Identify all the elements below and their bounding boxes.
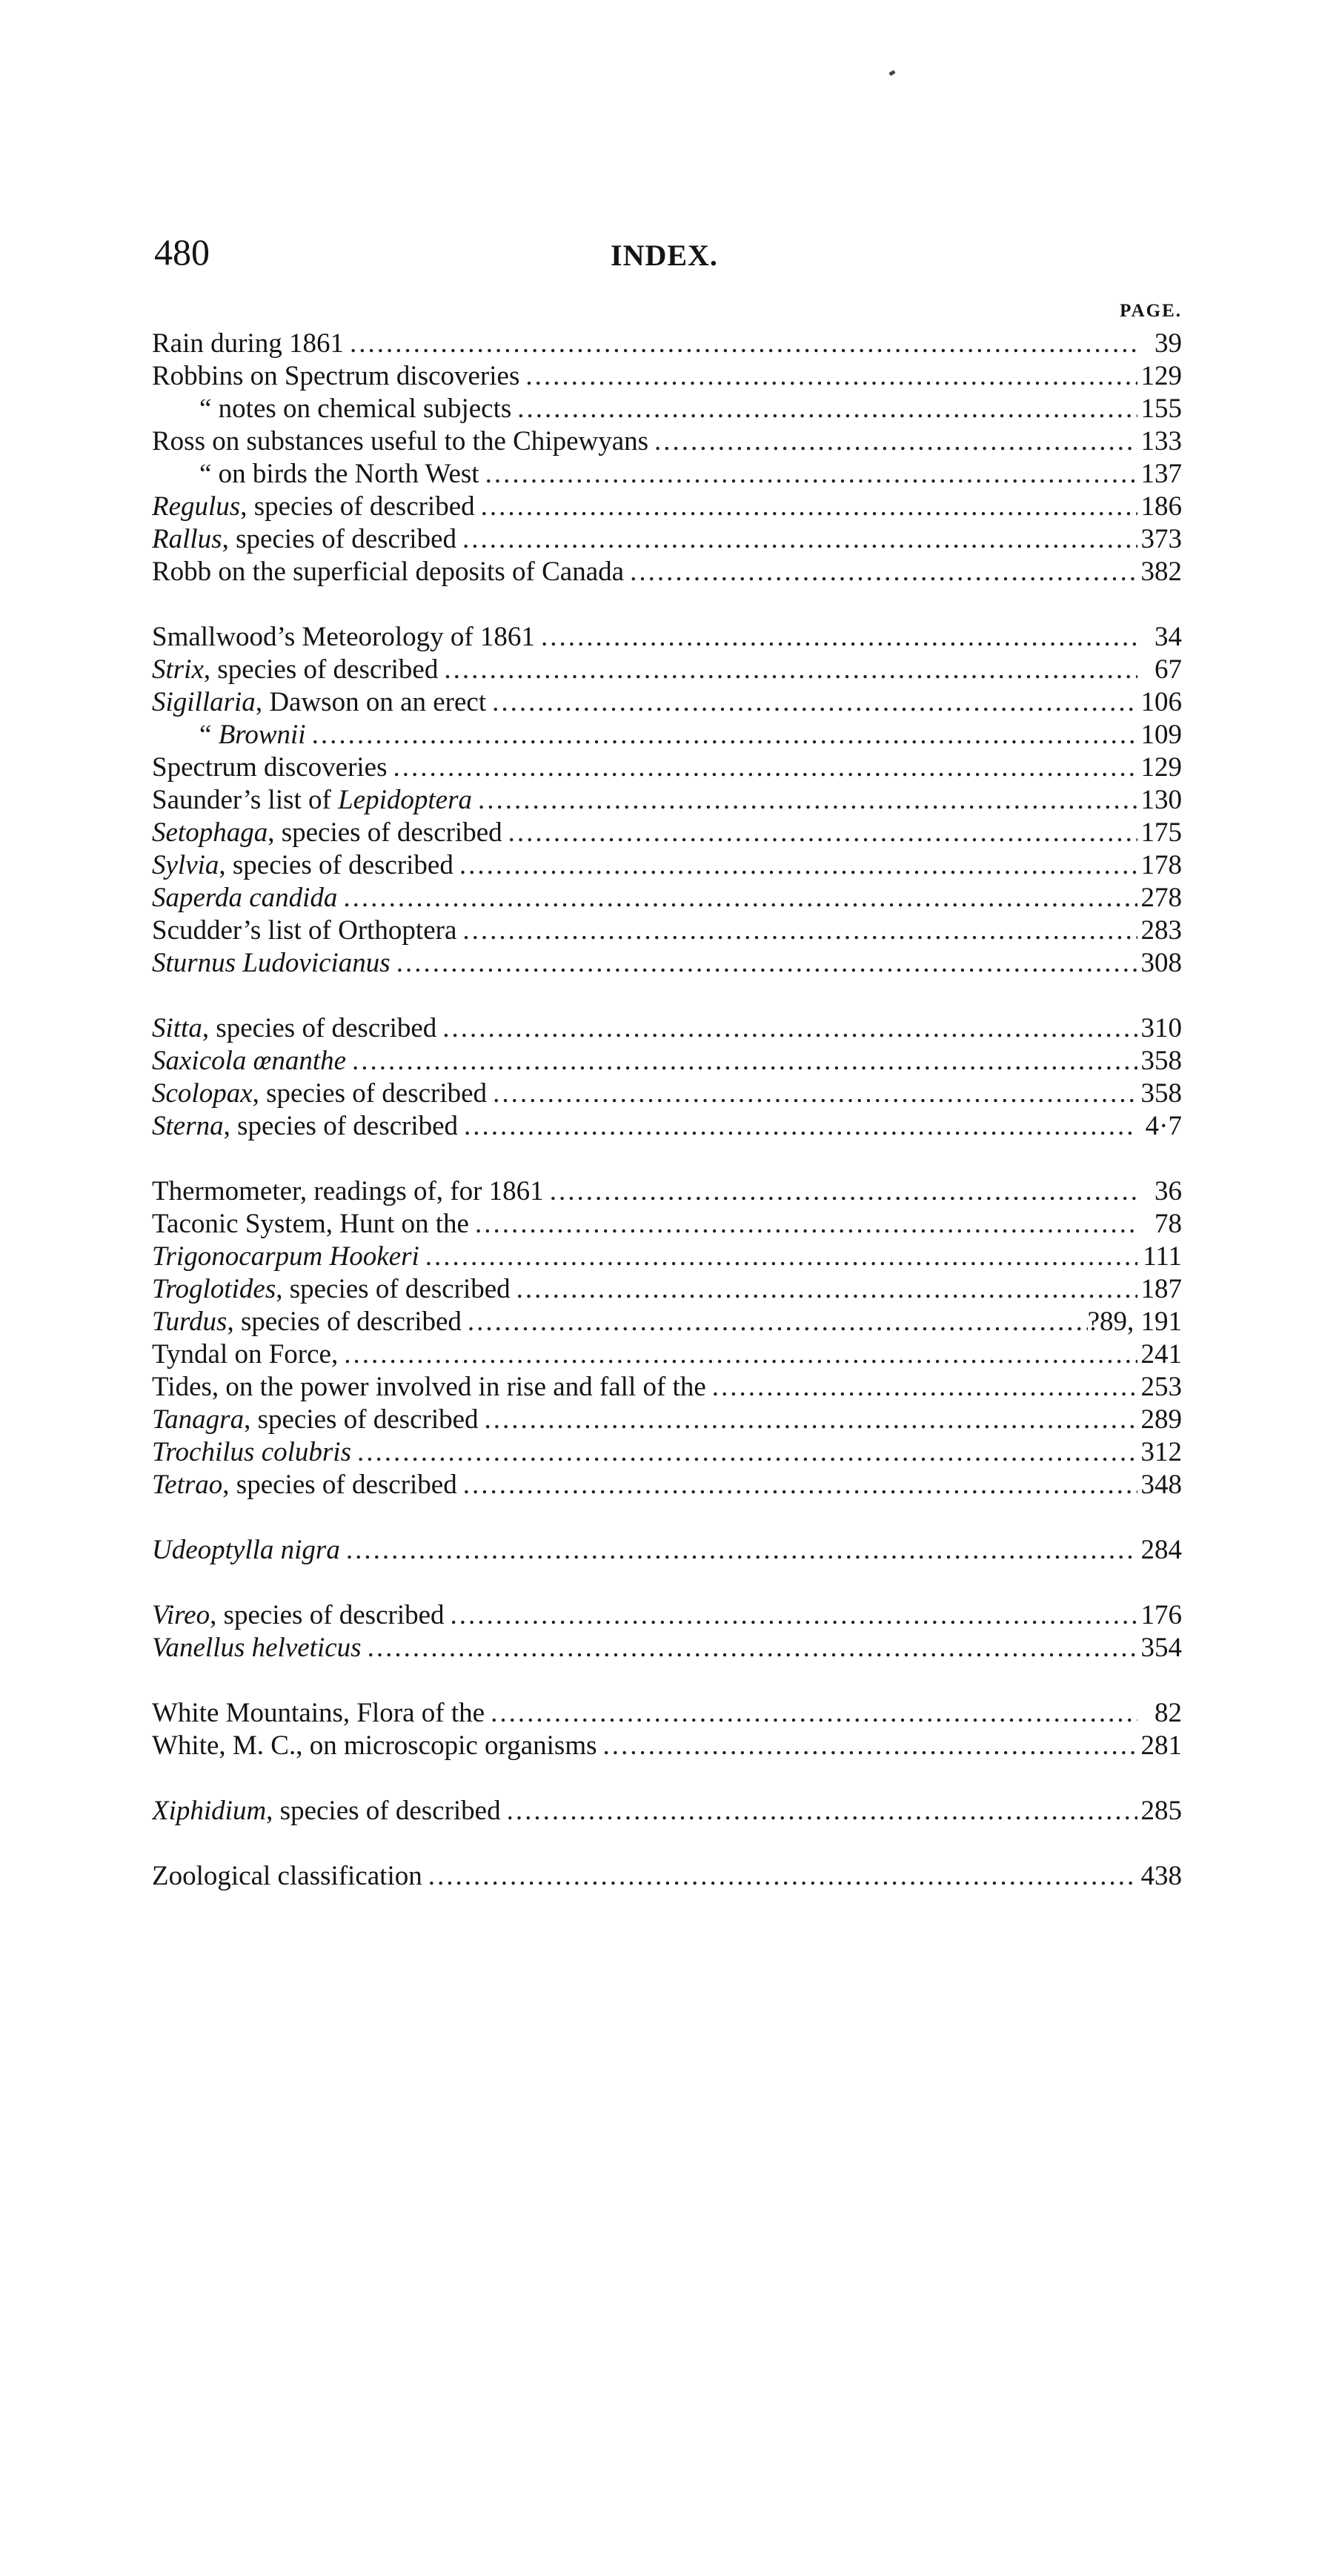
index-entry-text: Saperda candida	[152, 882, 338, 913]
index-entry-text: “	[199, 719, 219, 750]
dot-leader	[597, 1730, 1138, 1762]
index-entry	[152, 392, 1182, 425]
page-title: INDEX.	[611, 239, 718, 272]
index-entry-page: 67	[1154, 654, 1182, 685]
ink-speck	[888, 70, 895, 76]
dot-leader	[535, 621, 1137, 653]
index-entry-page: 178	[1140, 849, 1182, 880]
index-entry-page: 129	[1140, 751, 1182, 783]
index-entry-page: ?89, 191	[1087, 1306, 1182, 1337]
index-entry-label	[152, 1012, 436, 1044]
index-entry	[152, 1599, 1182, 1631]
index-entry-label	[152, 1208, 469, 1240]
index-entry-label	[152, 1338, 338, 1370]
dot-leader	[479, 458, 1137, 490]
index-entry-text: Troglotides	[152, 1273, 276, 1304]
index-entry-page: 285	[1140, 1795, 1182, 1826]
dot-leader	[475, 491, 1137, 522]
index-entry-label	[152, 523, 456, 555]
index-entry	[152, 327, 1182, 359]
index-entry-page: 289	[1140, 1404, 1182, 1435]
index-entry	[152, 1175, 1182, 1207]
index-group	[152, 1599, 1182, 1664]
index-entry	[152, 1403, 1182, 1435]
index-entry-page: 382	[1140, 556, 1182, 587]
index-entry	[152, 1305, 1182, 1338]
index-entry-text: Trochilus colubris	[152, 1436, 351, 1467]
index-entry	[152, 653, 1182, 686]
index-entry-page: 34	[1154, 621, 1182, 652]
dot-leader	[419, 1241, 1137, 1272]
index-entry-text: , species of described	[266, 1795, 501, 1826]
index-entry-text: Sitta	[152, 1012, 202, 1043]
index-entry-text: , species of described	[222, 523, 456, 554]
index-entry-text: Vanellus helveticus	[152, 1632, 362, 1663]
index-entry-page: 111	[1143, 1241, 1182, 1272]
index-entry	[152, 1077, 1182, 1109]
index-group	[152, 1696, 1182, 1762]
index-entry-page: 4·7	[1145, 1110, 1182, 1141]
index-entry-page: 78	[1154, 1208, 1182, 1239]
index-entry-page: 175	[1140, 817, 1182, 848]
index-entry	[152, 1729, 1182, 1762]
index-entry-page: 278	[1140, 882, 1182, 913]
index-entry-text: , Dawson on an erect	[255, 686, 487, 717]
index-entry-text: Scolopax	[152, 1078, 253, 1109]
index-entry-label	[152, 393, 511, 425]
index-entry	[152, 1859, 1182, 1892]
index-entry-label	[152, 1045, 346, 1077]
dot-leader	[436, 1012, 1137, 1044]
index-entry	[152, 620, 1182, 653]
dot-leader	[453, 849, 1137, 881]
index-entry-text: , species of described	[252, 1078, 488, 1109]
index-entry-page: 284	[1140, 1534, 1182, 1565]
index-entry-text: Udeoptylla nigra	[152, 1534, 340, 1565]
index-entry-label	[152, 1241, 419, 1272]
index-entry-text: Strix	[152, 654, 204, 685]
index-entry-text: Regulus	[152, 491, 241, 522]
index-entry-text: Scudder’s list of Orthoptera	[152, 914, 457, 946]
dot-leader	[479, 1404, 1137, 1435]
index-entry-label	[152, 719, 306, 751]
dot-leader	[485, 1697, 1137, 1729]
index-entry	[152, 1207, 1182, 1240]
page-column-label: PAGE.	[1120, 301, 1182, 321]
dot-leader	[511, 393, 1137, 425]
index-group	[152, 1012, 1182, 1142]
index-entry-label	[152, 914, 456, 946]
index-entry-text: , species of described	[203, 654, 439, 685]
index-entry-page: 438	[1140, 1860, 1182, 1891]
dot-leader	[362, 1632, 1137, 1664]
index-entry	[152, 1468, 1182, 1501]
index-entry-label	[152, 328, 344, 359]
index-entry	[152, 490, 1182, 522]
index-entry-text: , species of described	[202, 1012, 437, 1043]
index-entry-page: 82	[1154, 1697, 1182, 1728]
index-entry-text: Spectrum discoveries	[152, 751, 388, 783]
index-entry-text: Trigonocarpum Hookeri	[152, 1241, 419, 1272]
index-entry	[152, 849, 1182, 881]
index-entry-page: 283	[1140, 914, 1182, 946]
index-entry-label	[152, 1599, 445, 1631]
index-entry-text: Turdus	[152, 1306, 227, 1337]
index-entry-label	[152, 1371, 706, 1403]
index-entry-page: 39	[1154, 328, 1182, 359]
dot-leader	[501, 1795, 1137, 1827]
index-entry-text: Sterna	[152, 1110, 224, 1141]
index-entry-label	[152, 882, 337, 914]
index-entry-text: Xiphidium	[152, 1795, 267, 1826]
index-entry-text: Rain during 1861	[152, 328, 344, 359]
index-entry	[152, 1370, 1182, 1403]
index-entry	[152, 783, 1182, 816]
index-entry-page: 308	[1140, 947, 1182, 978]
index-entry-page: 358	[1140, 1045, 1182, 1076]
index-entry-text: , species of described	[210, 1599, 445, 1630]
dot-leader	[445, 1599, 1137, 1631]
index-entry-label	[152, 654, 438, 686]
dot-leader	[469, 1208, 1137, 1240]
index-entry	[152, 751, 1182, 783]
index-entry	[152, 1696, 1182, 1729]
index-entry	[152, 1794, 1182, 1827]
index-entry	[152, 718, 1182, 751]
index-entry	[152, 1631, 1182, 1664]
index-entry	[152, 457, 1182, 490]
dot-leader	[422, 1860, 1137, 1892]
index-group	[152, 1175, 1182, 1501]
dot-leader	[337, 882, 1137, 914]
dot-leader	[340, 1534, 1137, 1566]
index-entry-text: Tanagra	[152, 1404, 245, 1435]
index-entry-text: , species of described	[240, 491, 475, 522]
index-entry-text: Robbins on Spectrum discoveries	[152, 360, 520, 391]
index-entry-page: 137	[1140, 458, 1182, 489]
index-entry-page: 133	[1140, 425, 1182, 457]
index-entry-label	[152, 1469, 457, 1501]
index-entry-label	[152, 360, 519, 392]
index-entry	[152, 1533, 1182, 1566]
dot-leader	[511, 1273, 1137, 1305]
index-entry-page: 187	[1140, 1273, 1182, 1304]
dot-leader	[462, 1306, 1088, 1338]
index-entry-label	[152, 1534, 340, 1566]
index-group	[152, 1533, 1182, 1566]
index-entry-label	[152, 1306, 462, 1338]
index-entry	[152, 914, 1182, 946]
index-entry-page: 253	[1140, 1371, 1182, 1402]
index-entry-label	[152, 621, 535, 653]
index-entry-page: 241	[1140, 1338, 1182, 1370]
index-entry	[152, 1338, 1182, 1370]
dot-leader	[486, 686, 1137, 718]
dot-leader	[388, 751, 1138, 783]
index-entry	[152, 555, 1182, 588]
index-entry-text: Smallwood’s Meteorology of 1861	[152, 621, 535, 652]
dot-leader	[306, 719, 1137, 751]
index-entry-text: Setophaga	[152, 817, 268, 848]
index-entry-page: 36	[1154, 1175, 1182, 1206]
dot-leader	[519, 360, 1137, 392]
index-entry	[152, 1109, 1182, 1142]
dot-leader	[456, 914, 1137, 946]
index-entry-label	[152, 1436, 351, 1468]
index-entry-page: 130	[1140, 784, 1182, 815]
index-entry-label	[152, 849, 453, 881]
index-entry-label	[152, 1175, 544, 1207]
index-entry-text: Ross on substances useful to the Chipewyans	[152, 425, 649, 457]
dot-leader	[487, 1078, 1137, 1109]
index-entry	[152, 1435, 1182, 1468]
index-entry-text: Sylvia	[152, 849, 219, 880]
index-entry-text: Taconic System, Hunt on the	[152, 1208, 469, 1239]
index-entry-text: Saunder’s list of	[152, 784, 339, 815]
index-entry-label	[152, 1110, 458, 1142]
dot-leader	[456, 523, 1137, 555]
index-entry-label	[152, 556, 624, 588]
index-entry-page: 358	[1140, 1078, 1182, 1109]
index-entry-text: , species of described	[223, 1110, 459, 1141]
index-entry-label	[152, 1697, 485, 1729]
dot-leader	[706, 1371, 1137, 1403]
index-entry-label	[152, 686, 486, 718]
index-entry-label	[152, 1860, 422, 1892]
index-group	[152, 620, 1182, 979]
index-entry-page: 155	[1140, 393, 1182, 424]
dot-leader	[351, 1436, 1137, 1468]
dot-leader	[346, 1045, 1137, 1077]
index-group	[152, 327, 1182, 588]
dot-leader	[472, 784, 1137, 816]
index-entry	[152, 522, 1182, 555]
index-entry-page: 129	[1140, 360, 1182, 391]
index-entry-label	[152, 817, 502, 849]
index-group	[152, 1794, 1182, 1827]
index-entry-text: Thermometer, readings of, for 1861	[152, 1175, 544, 1206]
index-entry-text: Tetrao	[152, 1469, 223, 1500]
index-entry-page: 373	[1140, 523, 1182, 554]
dot-leader	[648, 425, 1137, 457]
dot-leader	[344, 328, 1137, 359]
index-entry-text: Saxicola œnanthe	[152, 1045, 347, 1076]
dot-leader	[502, 817, 1137, 849]
index-entry-text: Brownii	[218, 719, 306, 750]
index-entry-label	[152, 947, 391, 979]
index-entry-label	[152, 1730, 597, 1762]
index-entry-text: , species of described	[222, 1469, 457, 1500]
index-entry-page: 109	[1140, 719, 1182, 750]
index-entry-label	[152, 1078, 487, 1109]
dot-leader	[458, 1110, 1137, 1142]
index-entry	[152, 881, 1182, 914]
index-entry-text: Vireo	[152, 1599, 210, 1630]
index-entry-text: Rallus	[152, 523, 222, 554]
dot-leader	[338, 1338, 1137, 1370]
index-entry-text: Tides, on the power involved in rise and fall of the	[152, 1371, 706, 1402]
index-entry	[152, 816, 1182, 849]
index-list	[152, 327, 1182, 1925]
index-entry-label	[152, 1404, 479, 1435]
dot-leader	[457, 1469, 1137, 1501]
index-entry-text: , species of described	[219, 849, 453, 880]
index-entry-text: , species of described	[268, 817, 502, 848]
index-entry	[152, 1012, 1182, 1044]
index-entry-label	[152, 425, 648, 457]
index-entry-text: White Mountains, Flora of the	[152, 1697, 485, 1728]
page-number: 480	[154, 231, 210, 273]
index-entry	[152, 425, 1182, 457]
index-entry-label	[152, 1632, 362, 1664]
index-entry-text: Tyndal on Force,	[152, 1338, 339, 1370]
index-entry	[152, 1272, 1182, 1305]
dot-leader	[438, 654, 1137, 686]
index-entry-text: , species of described	[276, 1273, 511, 1304]
index-entry-text: “ notes on chemical subjects	[199, 393, 512, 424]
index-entry-text: “ on birds the North West	[199, 458, 479, 489]
index-entry-page: 176	[1140, 1599, 1182, 1630]
dot-leader	[544, 1175, 1137, 1207]
index-entry-text: Sigillaria	[152, 686, 256, 717]
index-entry-page: 106	[1140, 686, 1182, 717]
index-entry-label	[152, 751, 388, 783]
index-group	[152, 1859, 1182, 1892]
index-entry	[152, 686, 1182, 718]
index-entry-page: 281	[1140, 1730, 1182, 1761]
index-entry-text: Lepidoptera	[338, 784, 472, 815]
index-entry-text: Sturnus Ludovicianus	[152, 947, 391, 978]
dot-leader	[391, 947, 1137, 979]
index-entry-label	[152, 1273, 511, 1305]
index-entry	[152, 359, 1182, 392]
index-entry-label	[152, 1795, 501, 1827]
index-entry-label	[152, 784, 472, 816]
index-entry-page: 186	[1140, 491, 1182, 522]
index-entry	[152, 946, 1182, 979]
index-entry-label	[152, 458, 479, 490]
index-entry	[152, 1044, 1182, 1077]
index-entry-page: 310	[1140, 1012, 1182, 1043]
index-entry	[152, 1240, 1182, 1272]
index-entry-text: , species of described	[244, 1404, 479, 1435]
dot-leader	[624, 556, 1137, 588]
index-entry-text: Zoological classification	[152, 1860, 422, 1891]
index-entry-text: Robb on the superficial deposits of Canada	[152, 556, 625, 587]
index-entry-text: White, M. C., on microscopic organisms	[152, 1730, 597, 1761]
index-entry-page: 312	[1140, 1436, 1182, 1467]
index-entry-page: 354	[1140, 1632, 1182, 1663]
index-entry-label	[152, 491, 475, 522]
index-entry-page: 348	[1140, 1469, 1182, 1500]
index-entry-text: , species of described	[227, 1306, 462, 1337]
